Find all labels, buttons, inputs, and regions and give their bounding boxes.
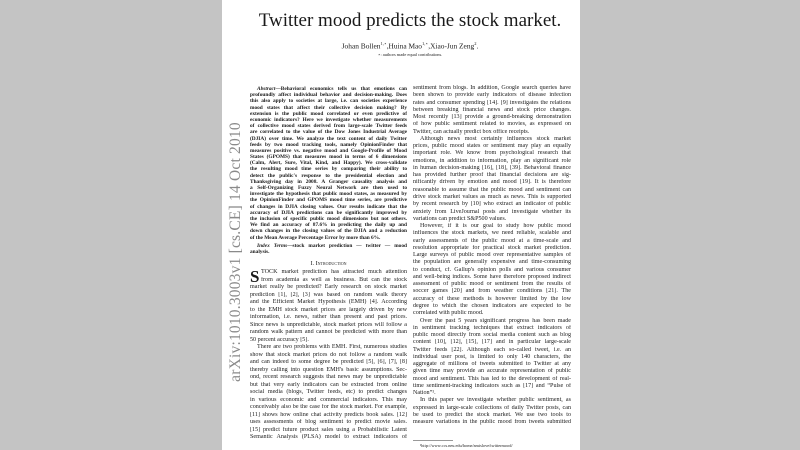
text-line	[250, 243, 407, 249]
text-line: the OpinionFinder and GPOMS mood time series, are predictive	[250, 197, 407, 204]
text-line: soccer games [20] and from weather conditions [21]. The	[413, 288, 571, 295]
paragraph	[413, 318, 571, 398]
text-line: uses assessments of blog sentiment to predict movie sales.	[250, 419, 407, 425]
text-line: accuracy of DJIA predictions can be significantly improved by	[250, 209, 407, 216]
text-line: detect the public's response to the presidential election and	[250, 172, 407, 179]
separator: .	[476, 41, 479, 51]
text-line: ond, recent research suggests that news may be unpredictable	[250, 374, 407, 380]
arxiv-stamp: arXiv:1010.3003v1 [cs.CE] 14 Oct 2010	[227, 122, 244, 382]
author-name: Xiao-Jun Zeng	[430, 41, 475, 51]
text-line: expressed in large-scale collections of daily Twitter posts, can	[413, 404, 571, 411]
text-line: mood states that affect their collective decision making? By	[250, 104, 407, 111]
text-line: conceivably also be the case for the stock market. For example,	[250, 404, 407, 410]
text-line: analysis.	[250, 249, 270, 256]
text-line: and well-being indices. Some have therefore proposed indirect	[413, 273, 571, 280]
text-line: between breaking financial news and stock price changes.	[413, 106, 571, 113]
text-line: emotions, in addition to information, play an significant role	[413, 157, 571, 164]
text-line: reasonable to assume that the public mood and sentiment can	[413, 186, 571, 193]
text-line: nificantly driven by emotion and mood [19]. It is therefore	[413, 179, 571, 186]
text-line-rest: —Behavioral economics tells us that emotions can	[275, 86, 407, 92]
text-line: Twitter feeds [22]. Although each so-called tweet, i.e. an	[413, 346, 571, 353]
text-line: extension is the public mood correlated or even predictive of	[250, 110, 407, 117]
text-line: (DJIA) over time. We analyze the text content of daily Twitter	[250, 135, 407, 142]
text-line: thereby calling into question EMH's basic assumptions. Sec-	[250, 366, 407, 373]
text-line: of how public sentiment related to movies, as expressed on	[413, 121, 571, 128]
text-line: and the Efficient Market Hypothesis (EMH) [4]. According	[250, 299, 407, 305]
text-line: of the Mean Average Percentage Error by more than 6%.	[250, 234, 381, 241]
text-line: Large surveys of public mood over representative samples of	[413, 252, 571, 259]
text-line: drive stock market values as much as news. This is supported	[413, 193, 571, 200]
drop-cap: S	[250, 267, 260, 286]
paragraph	[413, 397, 571, 426]
text-line: individual user post, is limited to only 140 characters, the	[413, 353, 571, 360]
text-line: of collective mood states derived from large-scale Twitter feeds	[250, 123, 407, 130]
text-line: assessment of public mood or sentiment from the results of	[413, 281, 571, 288]
text-line: However, if it is our goal to study how public mood	[420, 223, 571, 230]
text-line: in various economic and commercial indicators. This may	[250, 396, 407, 403]
author-list	[222, 41, 598, 50]
text-line: anxiety from LiveJournal posts and investigate whether its	[413, 208, 571, 215]
text-line: but that very early indicators can be extracted from online	[250, 381, 407, 388]
text-line: in sentiment tracking techniques that extract indicators of	[413, 324, 571, 331]
separator: ,	[428, 41, 431, 51]
text-line: Most recently [13] provide a ground-breaking demonstration	[413, 114, 571, 121]
text-line: a Self-Organizing Fuzzy Neural Network are then used to	[250, 185, 407, 191]
text-line: [11] shows how online chat activity predicts book sales. [12]	[250, 411, 407, 418]
text-line: social media (blogs, Twitter feeds, etc) to predict changes	[250, 389, 407, 395]
text-line: content [10], [12], [15], [17] and in particular large-scale	[413, 339, 571, 346]
text-line: aggregate of millions of tweets submitted to Twitter at any	[413, 361, 571, 368]
text-line: the resulting mood time series by comparing their ability to	[250, 166, 407, 173]
text-line: to conduct, cf. Gallup's opinion polls and various consumer	[413, 266, 571, 273]
text-line: important role. We know from psychological research that	[413, 150, 571, 157]
text-line: Twitter, can actually predict box office receipts.	[413, 128, 530, 135]
text-line: by recent research by [10] who extract an indicator of public	[413, 201, 571, 208]
paper-title: Twitter mood predicts the stock market.	[258, 10, 562, 31]
text-line: information, i.e. news, rather than present and past prices.	[250, 314, 407, 320]
text-line: variations can predict S&P500 values.	[413, 215, 507, 222]
text-line: Since news is unpredictable, stock market prices will follow a	[250, 321, 407, 328]
text-line: prediction [1], [2], [3] was based on random walk theory	[250, 291, 407, 298]
text-line: We find an accuracy of 87.6% in predicting the daily up and	[250, 222, 407, 229]
text-line: the inclusion of specific public mood dimensions but not others.	[250, 215, 407, 222]
text-line: has provided further proof that financial decisions are sig-	[413, 172, 571, 179]
text-line: resolution appropriate for practical stock market prediction.	[413, 244, 571, 251]
text-line: Thanksgiving day in 2008. A Granger causality analysis and	[250, 178, 407, 185]
text-line: to the EMH stock market prices are largely driven by new	[250, 306, 407, 313]
author-note: ⋆: authors made equal contributions.	[377, 52, 443, 57]
text-line: accuracy of these methods is however limited by the low	[413, 295, 571, 302]
text-line: Although news most certainly influences stock market	[420, 135, 571, 142]
text-line: profoundly affect individual behavior and decision-making. Does	[250, 92, 407, 99]
index-terms	[250, 243, 407, 255]
text-line: public mood directly from social media content such as blog	[413, 332, 571, 339]
right-column	[413, 85, 571, 426]
author-name: Huina Mao	[388, 41, 423, 51]
text-line: sentiment from blogs. In addition, Google search queries have	[413, 85, 571, 91]
text-line: degree to which the chosen indicators are expected to be	[413, 302, 571, 309]
text-line: down changes in the closing values of the DJIA and a reduction	[250, 228, 407, 235]
text-line: In this paper we investigate whether public sentiment, as	[420, 397, 571, 404]
text-line: influences the stock markets, we need reliable, scalable and	[413, 230, 571, 237]
text-line: investigate the hypothesis that public mood states, as measured by	[250, 191, 407, 198]
footnote-divider	[413, 440, 453, 441]
text-line: of changes in DJIA closing values. Our results indicate that the	[250, 203, 407, 210]
author-affiliation: 2	[474, 41, 477, 46]
text-line: time sentiment-tracking indicators such as [17] and “Pulse of	[413, 382, 571, 389]
text-line: economic indicators? Here we investigate whether measurements	[250, 116, 407, 123]
text-line: in human decision-making [16], [18], [39]. Behavioral finance	[413, 164, 571, 171]
abstract	[250, 86, 407, 241]
text-line: rates and consumer spending [14]. [9] investigates the relations	[413, 99, 571, 106]
text-line: market really be predicted? Early research on stock market	[250, 284, 407, 290]
text-line: Over the past 5 years significant progress has been made	[420, 317, 571, 324]
text-line: States (GPOMS) that measures mood in terms of 6 dimensions	[250, 154, 407, 161]
text-line: be used to predict the stock market. We use two tools to	[413, 411, 571, 418]
text-line: from academia as well as business. But can the stock	[261, 276, 407, 283]
text-line: and can indeed to some degree be predicted [5], [6], [7], [8]	[250, 359, 407, 365]
text-line: this also apply to societies at large, i.e. can societies experience	[250, 98, 407, 105]
author-name: Johan Bollen	[341, 41, 381, 51]
separator: ,	[386, 41, 389, 51]
paragraph	[413, 85, 571, 136]
text-line: (Calm, Alert, Sure, Vital, Kind, and Happy). We cross-validate	[250, 160, 407, 167]
text-line: TOCK market prediction has attracted much attention	[261, 269, 407, 275]
text-line: mood and sentiment. This has led to the development of real-	[413, 375, 571, 382]
text-line: the population are generally expensive and time-consuming	[413, 259, 571, 266]
author-affiliation: 1,⋆	[380, 41, 387, 46]
author-affiliation: 1,⋆	[422, 41, 429, 46]
text-line: random walk pattern and cannot be predicted with more than	[250, 329, 407, 335]
abstract-label: Abstract	[257, 86, 276, 92]
text-line: [15] predict future product sales using a Probabilistic Latent	[250, 426, 407, 433]
paragraph	[413, 136, 571, 223]
text-line: been shown to provide early indicators of disease infection	[413, 92, 571, 99]
text-line: Semantic Analysis (PLSA) model to extract indicators of	[250, 434, 407, 440]
text-line: are correlated to the value of the Dow Jones Industrial Average	[250, 129, 407, 136]
text-line: given time may provide an accurate representation of public	[413, 368, 571, 375]
text-line: Nation”¹.	[413, 390, 436, 397]
text-line: 50 percent accuracy [5].	[250, 336, 309, 343]
text-line-rest: —stock market prediction — twitter — mood	[287, 243, 407, 249]
text-line: prices, public mood states or sentiment may play an equally	[413, 143, 571, 150]
text-line: early assessments of the public mood at a time-scale and	[413, 237, 571, 244]
paragraph	[413, 223, 571, 317]
text-line: measures positive vs. negative mood and Google-Profile of Mood	[250, 147, 407, 154]
text-line: feeds by two mood tracking tools, namely OpinionFinder that	[250, 141, 407, 148]
text-line: There are two problems with EMH. First, numerous studies	[257, 344, 407, 350]
text-line: correlated with public mood.	[413, 310, 484, 317]
footnote: ¹http://www.ccs.neu.edu/home/amislove/twittermood/	[420, 443, 513, 448]
section-heading: I. Introduction	[310, 260, 347, 267]
text-line: show that stock market prices do not follow a random walk	[250, 351, 407, 358]
introduction-text	[250, 269, 407, 442]
index-terms-label: Index Terms	[257, 243, 288, 249]
text-line: measure variations in the public mood from tweets submitted	[413, 419, 571, 426]
